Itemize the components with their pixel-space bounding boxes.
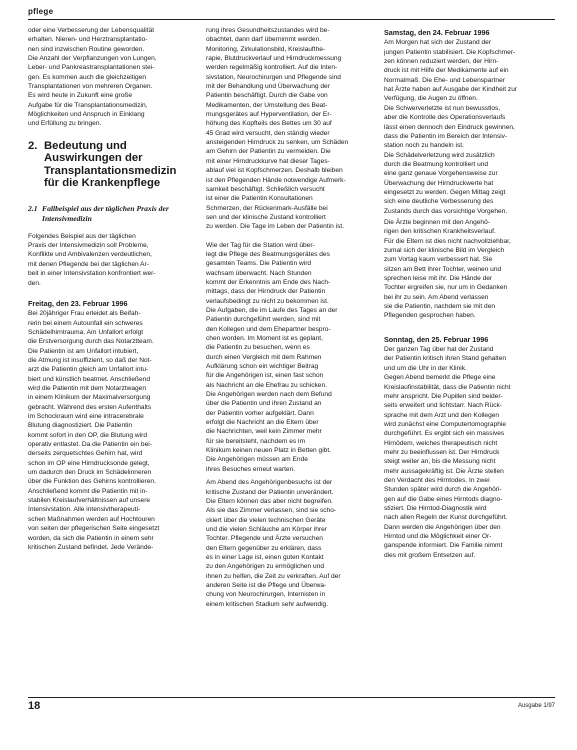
text-line: ist einer die Patientin Konsultationen xyxy=(206,195,313,203)
saturday-paragraph-2 xyxy=(384,218,548,321)
header-brand: pflege xyxy=(28,7,54,16)
text-line: sprache mit dem Arzt und den Kollegen xyxy=(384,411,500,419)
text-line: Es wird heute in Zukunft eine große xyxy=(28,92,133,100)
text-line: Die Angehörigen müssen am Ende xyxy=(206,456,308,464)
text-line: Hirntod und die Möglichkeit einer Or- xyxy=(384,533,492,540)
subsection-heading xyxy=(28,204,192,224)
text-line: ihres Besuches erneut warten. xyxy=(206,465,296,473)
text-line: oder eine Verbesserung der Lebensqualität xyxy=(28,27,155,34)
text-line: Konflikte und Ambivalenzen verdeutlichen, xyxy=(28,251,152,259)
text-line: zumal sich der klinische Bild im Vergleich xyxy=(384,246,505,254)
issue-label: Ausgabe 1/97 xyxy=(517,703,555,709)
text-line: Monitoring, Zirkulationsbild, Kreislaufthe- xyxy=(206,45,326,53)
text-line: Die Eltern können das aber nicht begreifen. xyxy=(206,497,333,505)
text-line: operativ entlastet. Da die Patientin ein bei- xyxy=(28,441,152,449)
text-line: ansteigenden Hirndruck zu senken, um Schäden xyxy=(206,139,349,147)
text-line: Die Angehörigen werden nach dem Befund xyxy=(206,391,332,399)
text-line: einem kritischen Stadium sehr aufwendig. xyxy=(206,600,329,608)
text-line: Klinikum keinen neuen Platz in Betten gibt. xyxy=(206,447,331,455)
text-line: mehr aussagekräftig ist. Die Ärzte stellen xyxy=(384,467,504,475)
text-line: Tochter ergreifen sie, nur um in Gedanken xyxy=(384,284,508,292)
text-line: mehr zu beeinflussen ist. Der Hirndruck xyxy=(384,448,500,456)
text-line: Tochter. Pflegende und Ärzte versuchen xyxy=(206,535,323,543)
section-title: Bedeutung und Auswirkungen der Transplantationsmedizin für die Krankenpflege xyxy=(44,139,177,190)
text-line: durchgeführt. Es ergibt sich ein massives xyxy=(384,430,505,438)
text-line: im Schockraum wird eine intracerebrale xyxy=(28,413,144,421)
text-line: ist den Pflegenden Hände notwendige Aufmerk- xyxy=(206,176,346,184)
text-line: eine ganz genaue Vorgehensweise zur xyxy=(384,170,498,178)
text-line: hat Ärzte haben auf Ausgabe der Kindheit zur xyxy=(384,86,518,94)
text-line: für sie bereitsteht, nachdem es im xyxy=(206,437,305,445)
text-line: sie die Patientin, nachdem sie mit den xyxy=(384,303,496,311)
text-line: mehr anspricht. Die Pupillen sind beider- xyxy=(384,392,503,400)
text-line: obachtet, dann darf übernimmt werden. xyxy=(206,36,322,44)
text-line: biert und künstlich beatmet. Anschließend xyxy=(28,375,151,383)
text-line: erfolgt die Nachricht an die Eltern über xyxy=(206,419,319,427)
text-line: Zustands durch das vorsichtige Vorgehen. xyxy=(384,207,508,215)
text-line: Normalmaß. Die Ehe- und Lebenspartner xyxy=(384,76,505,84)
text-line: höhung des Kopfteils des Bettes um 30 auf xyxy=(206,120,332,128)
text-line: mungsgerätes auf Hyperventilation, der Er- xyxy=(206,111,332,119)
column2-paragraph-1 xyxy=(206,26,370,232)
text-line: Anschließend kommt die Patientin mit in- xyxy=(28,487,148,495)
column-2 xyxy=(206,26,370,691)
text-line: und Erfüllung zu bringen. xyxy=(28,120,102,128)
text-line: Dann werden die Angehörigen über den xyxy=(384,523,501,531)
subsection-title: Fallbeispiel aus der täglichen Praxis der Intensivmedizin xyxy=(42,203,169,223)
text-line: die Nachrichten, weil kein Zimmer mehr xyxy=(206,428,322,436)
column2-paragraph-2 xyxy=(206,241,370,475)
text-line: in einem Klinikum der Maximalversorgung xyxy=(28,394,151,402)
text-line: werden regelmäßig kontrolliert. Auf die Inten- xyxy=(206,64,338,72)
text-line: anderen Seite ist die Pflege und Überwa- xyxy=(206,581,327,589)
text-line: sich eine deutliche Verbesserung des xyxy=(384,198,494,206)
text-line: Verfügung, die Augen zu öffnen. xyxy=(384,95,478,103)
text-line: Praxis der Intensivmedizin soll Probleme, xyxy=(28,242,149,250)
text-line: verlaufsbedingt zu nicht zu bekommen ist. xyxy=(206,297,329,305)
text-line: den. xyxy=(28,279,41,287)
text-line: über die Funktion des Gehirns kontrollieren. xyxy=(28,478,156,486)
text-line: sitzen am Bett ihrer Tochter, weinen und xyxy=(384,265,502,273)
date-heading-friday: Freitag, den 23. Februar 1996 xyxy=(28,298,128,308)
subsection-number: 2.1 xyxy=(28,203,38,213)
text-line: stiziert. Die Hirntod-Diagnostik wird xyxy=(384,504,487,512)
text-line: ihnen zu helfen, die Zeit zu verkraften. Auf der xyxy=(206,572,341,580)
text-line: Überwachung der Hirndruckwerte hat xyxy=(384,179,494,187)
text-line: wachsam überwacht. Nach Stunden xyxy=(206,269,312,277)
text-line: bei ihr zu sein. Am Abend verlassen xyxy=(384,293,489,301)
text-line: wird die Patientin mit dem Notarztwagen xyxy=(28,385,147,392)
text-line: gesamten Teams. Die Patientin wird xyxy=(206,260,312,268)
text-line: seits erweitert und lichtstarr. Nach Rück- xyxy=(384,402,502,410)
text-line: Kreislaufinstabilität, dass die Patientin nicht xyxy=(384,383,511,391)
text-line: der Patientin kritisch ihren Stand gehalten xyxy=(384,355,507,363)
text-line: um dadurch den Druck im Schädelinneren xyxy=(28,469,152,477)
text-line: und um die Uhr in der Klinik. xyxy=(384,364,467,372)
text-line: Pflegenden gesprochen haben. xyxy=(384,312,476,320)
text-line: Gegen Abend bemerkt die Pflege eine xyxy=(384,374,496,382)
section-number: 2. xyxy=(28,139,38,152)
text-line: zu werden. Die Tage im Leben der Patientin ist. xyxy=(206,223,345,231)
text-line: Aufklärung schon ein wichtiger Beitrag xyxy=(206,363,319,371)
text-line: für die Angehörigen ist, einen fast schon xyxy=(206,372,324,380)
text-line: sen und der klinische Zustand kontrolliert xyxy=(206,213,326,221)
text-line: kommt sofort in den OP, die Blutung wird xyxy=(28,431,147,439)
sunday-paragraph xyxy=(384,345,548,560)
text-line: rung ihres Gesundheitszustandes wird be- xyxy=(206,27,330,34)
text-line: Die Aufgaben, die im Laufe des Tages an der xyxy=(206,306,338,314)
text-line: Am Morgen hat sich der Zustand der xyxy=(384,39,492,47)
text-line: Möglichkeiten und Anspruch in Einklang xyxy=(28,111,145,119)
text-line: Hirnödem, welches therapeutisch nicht xyxy=(384,439,498,447)
text-line: den Kollegen und dem Ehepartner bespro- xyxy=(206,325,331,333)
text-line: mit denen Pflegende bei der täglichen Ar- xyxy=(28,260,149,268)
text-line: zu den Angehörigen zu ermöglichen und xyxy=(206,563,325,571)
text-line: am Gehirn der Patientin zu vermeiden. Die xyxy=(206,148,331,156)
column-3 xyxy=(384,26,548,691)
text-line: chung von Neurochirurgen, Internisten in xyxy=(206,591,326,599)
text-line: steigt weiter an, bis die Messung nicht xyxy=(384,458,496,466)
text-line: Intensivstation. Alle intensivtherapeuti- xyxy=(28,506,141,514)
intro-paragraph xyxy=(28,26,192,129)
text-line: sivstation, Neurochirurgen und Pflegende sind xyxy=(206,73,341,81)
text-line: durch einen Vergleich mit dem Rahmen xyxy=(206,353,322,361)
text-line: Leber- und Pankreastransplantationen stei- xyxy=(28,64,155,72)
footer-divider xyxy=(28,697,555,698)
text-line: Stunden später wird durch die Angehöri- xyxy=(384,486,502,494)
text-line: rerin bei einem Autounfall ein schweres xyxy=(28,319,143,327)
text-line: 45 Grad wird versucht, den ständig wieder xyxy=(206,129,330,137)
text-line: wird zunächst eine Computertomographie xyxy=(384,420,507,428)
text-line: Patientin beschäftigt. Durch die Gabe von xyxy=(206,92,328,100)
date-heading-sunday: Sonntag, den 25. Februar 1996 xyxy=(384,334,489,344)
text-line: Die Patientin ist am Unfallort intubiert, xyxy=(28,347,139,355)
header-divider xyxy=(28,19,555,20)
text-line: über die Patientin und ihren Zustand an xyxy=(206,400,322,408)
text-line: Die Schwerverletzte ist nun bewusstlos, xyxy=(384,104,501,112)
text-line: es in einer Lage ist, einen guten Kontakt xyxy=(206,553,324,561)
text-line: Bei 20jähriger Frau erleidet als Beifah- xyxy=(28,310,141,318)
text-line: kritischen Zustand befindet. Jede Verände- xyxy=(28,543,154,551)
text-line: erhalten. Nieren- und Herztransplantatio- xyxy=(28,36,148,44)
column-1 xyxy=(28,26,192,691)
text-line: dass die Patientin im Bereich der Intensiv- xyxy=(384,132,508,140)
case-intro-paragraph xyxy=(28,232,192,288)
page-number: 18 xyxy=(28,700,41,712)
text-line: eingesetzt zu werden. Gegen Mittag zeigt xyxy=(384,188,506,196)
text-line: lässt einen dennoch den Eindruck gewinnen, xyxy=(384,123,515,131)
column2-paragraph-3 xyxy=(206,478,370,609)
text-line: dies mit großem Entsetzen auf. xyxy=(384,551,476,559)
text-line: gen auf die Gabe eines Hirntods diagno- xyxy=(384,495,503,503)
text-line: die Atmung ist insuffizient, so daß der Not- xyxy=(28,356,152,364)
text-line: Medikamenten, der Umstellung des Beat- xyxy=(206,101,328,109)
text-line: gen. Es kommen auch die gleichzeitigen xyxy=(28,73,147,81)
text-line: beit in einer Intensivstation konfrontiert wer- xyxy=(28,270,156,278)
text-line: mittags, dass der Hirndruck der Patientin xyxy=(206,288,326,296)
text-line: chen worden. Im Moment ist es geplant, xyxy=(206,335,323,342)
text-line: ablauf viel ist Kopfschmerzen. Deshalb bleiben xyxy=(206,167,343,175)
text-line: zum Vortag kaum verbessert hat. Sie xyxy=(384,256,493,264)
text-line: durch die Beatmung kontrolliert und xyxy=(384,160,489,168)
text-line: Am Abend des Angehörigenbesuchs ist der xyxy=(206,479,333,487)
text-line: von seiten der pflegerischen Seite eingesetzt xyxy=(28,525,160,533)
text-line: Die Schädelverletzung wird zusätzlich xyxy=(384,151,495,159)
text-line: die Erstversorgung durch das Notarztteam. xyxy=(28,338,154,346)
text-line: arzt die Patientin gleich am Unfallort intu- xyxy=(28,366,149,374)
text-line: kommt der Erkenntnis am Ende des Nach- xyxy=(206,278,331,286)
text-line: nen sind inzwischen Routine geworden. xyxy=(28,45,145,53)
text-line: samkeit beschäftigt. Schließlich versucht xyxy=(206,185,325,193)
text-line: Schmerzen, der Rückenmark-Ausfälle bei xyxy=(206,204,328,212)
text-line: Der ganzen Tag über hat der Zustand xyxy=(384,346,494,354)
text-line: Die Anzahl der Verpflanzungen von Lungen, xyxy=(28,55,157,63)
section-heading xyxy=(28,140,192,190)
text-line: und die vielen Schläuche am Körper ihrer xyxy=(206,525,327,533)
text-line: Folgendes Beispiel aus der täglichen xyxy=(28,232,136,240)
text-line: den Verdacht des Hirntodes. In zwei xyxy=(384,476,490,484)
text-line: derseits zerquetschtes Gehirn hat, wird xyxy=(28,450,143,458)
text-line: rigen den kritischen Krankheitsverlauf. xyxy=(384,228,496,236)
text-line: die Patientin zu besuchen, wenn es xyxy=(206,344,310,352)
text-line: Als sie das Zimmer verlassen, sind sie scho- xyxy=(206,507,337,515)
text-line: mit einer Hirndruckkurve hat dieser Tages- xyxy=(206,157,330,165)
text-line: Patientin durchgeführt werden, sind mit xyxy=(206,316,321,324)
text-line: nach allen Regeln der Kunst durchgeführt. xyxy=(384,514,508,522)
text-line: Wie der Tag für die Station wird über- xyxy=(206,241,315,249)
text-line: ganspende informiert. Die Familie nimmt xyxy=(384,542,503,550)
text-line: mit der Behandlung und Überwachung der xyxy=(206,83,330,91)
text-line: legt die Pflege des Beatmungsgerätes des xyxy=(206,250,330,258)
text-line: stabilen Kreislaufverhältnissen auf unsere xyxy=(28,497,151,505)
text-line: gebracht. Während des ersten Aufenthalts xyxy=(28,403,152,411)
text-line: den Eltern gegenüber zu erklären, dass xyxy=(206,544,322,552)
date-heading-saturday: Samstag, den 24. Februar 1996 xyxy=(384,28,490,37)
text-line: aber die Kontrolle des Operationsverlaufs xyxy=(384,114,506,122)
saturday-paragraph xyxy=(384,38,548,216)
text-line: sprechen leise mit ihr. Die Hände der xyxy=(384,275,493,282)
text-line: rapie, Blutdruckverlauf und Hirndruckmessung xyxy=(206,55,342,63)
text-line: druck ist mit Hilfe der Medikamente auf ein xyxy=(384,67,509,75)
text-line: station noch zu handeln ist. xyxy=(384,142,464,150)
text-line: Schädelhirntrauma. Am Unfallort erfolgt xyxy=(28,328,144,336)
friday-paragraph xyxy=(28,309,192,552)
text-line: als Nachricht an die Ehefrau zu schicken. xyxy=(206,381,327,389)
text-line: schon im OP eine Hirndrucksonde gelegt, xyxy=(28,459,150,467)
text-line: jungen Patientin stabilisiert. Die Kopfschmer- xyxy=(384,48,516,56)
text-line: Blutung diagnostiziert. Die Patientin xyxy=(28,422,133,430)
text-line: Transplantationen von mehreren Organen. xyxy=(28,83,153,91)
text-line: der Patientin vorher aufgeklärt. Dann xyxy=(206,409,314,417)
text-line: ckiert über die vielen technischen Geräte xyxy=(206,516,326,524)
text-line: Aufgabe für die Transplantationsmedizin, xyxy=(28,101,148,109)
text-line: Für die Eltern ist dies nicht nachvollziehbar, xyxy=(384,237,511,245)
text-line: kritische Zustand der Patientin unverändert. xyxy=(206,488,334,496)
text-line: zen können reduziert werden, der Hirn- xyxy=(384,58,499,66)
text-line: worden, da sich die Patientin in einem sehr xyxy=(28,534,154,542)
text-line: schen Maßnahmen werden auf Hochtouren xyxy=(28,515,155,523)
text-line: Die Ärzte beginnen mit den Angehö- xyxy=(384,218,490,226)
